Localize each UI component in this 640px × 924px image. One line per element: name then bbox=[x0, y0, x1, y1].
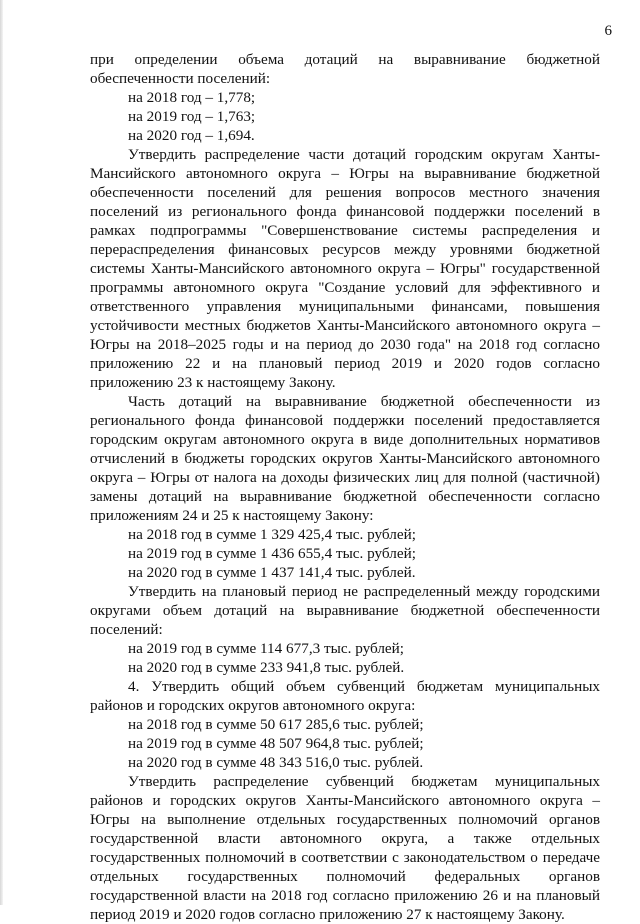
paragraph: Утвердить на плановый период не распределенный между городскими округами объем дотаций на выравнивание бюджетной обеспеченности поселений: bbox=[90, 583, 600, 638]
paragraph: Утвердить распределение части дотаций городским округам Ханты-Мансийского автономного округа – Югры на выравнивание бюджетной обеспеченности поселений для решения вопросов местного значения поселений из регионального фонда финансовой поддержки поселений в рамках подпрограммы "Совершенствование системы распределения и перераспределения финансовых ресурсов между уровнями бюджетной системы Ханты-Мансийского автономного округа – Югры" государственной программы автономного округа "Создание условий для эффективного и ответственного управления муниципальными финансами, повышения устойчивости местных бюджетов Ханты-Мансийского автономного округа – Югры на 2018–2025 годы и на период до 2030 года" на 2018 год согласно приложению 22 и на плановый период 2019 и 2020 годов согласно приложению 23 к настоящему Закону. bbox=[90, 146, 600, 391]
paragraph-continuation: при определении объема дотаций на выравнивание бюджетной обеспеченности поселений: bbox=[90, 51, 600, 87]
list-item: на 2020 год – 1,694. bbox=[128, 127, 255, 144]
paragraph: 4. Утвердить общий объем субвенций бюджетам муниципальных районов и городских округов автономного округа: bbox=[90, 678, 600, 714]
document-body bbox=[90, 50, 600, 924]
list-item: на 2018 год в сумме 50 617 285,6 тыс. рублей; bbox=[128, 716, 424, 733]
list-item: на 2018 год – 1,778; bbox=[128, 89, 256, 106]
list-item: на 2019 год в сумме 114 677,3 тыс. рублей; bbox=[128, 640, 404, 657]
list-item: на 2020 год в сумме 1 437 141,4 тыс. рублей. bbox=[128, 564, 416, 581]
paragraph: Утвердить распределение субвенций бюджетам муниципальных районов и городских округов Ханты-Мансийского автономного округа – Югры на выполнение отдельных государственных полномочий органов государственной власти автономного округа, а также отдельных государственных полномочий в соответствии с законодательством о передаче отдельных государственных полномочий федеральных органов государственной власти на 2018 год согласно приложению 26 и на плановый период 2019 и 2020 годов согласно приложению 27 к настоящему Закону. bbox=[90, 773, 600, 923]
list-item: на 2019 год в сумме 1 436 655,4 тыс. рублей; bbox=[128, 545, 416, 562]
list-item: на 2019 год – 1,763; bbox=[128, 108, 256, 125]
list-item: на 2019 год в сумме 48 507 964,8 тыс. рублей; bbox=[128, 735, 424, 752]
list-item: на 2018 год в сумме 1 329 425,4 тыс. рублей; bbox=[128, 526, 416, 543]
scan-edge bbox=[0, 0, 3, 905]
list-item: на 2020 год в сумме 233 941,8 тыс. рублей. bbox=[128, 659, 405, 676]
page-number: 6 bbox=[604, 23, 612, 39]
list-item: на 2020 год в сумме 48 343 516,0 тыс. рублей. bbox=[128, 754, 424, 771]
paragraph: Часть дотаций на выравнивание бюджетной обеспеченности из регионального фонда финансовой поддержки поселений предоставляется городским округам автономного округа в виде дополнительных нормативов отчислений в бюджеты городских округов Ханты-Мансийского автономного округа – Югры от налога на доходы физических лиц для полной (частичной) замены дотаций на выравнивание бюджетной обеспеченности согласно приложениям 24 и 25 к настоящему Закону: bbox=[90, 393, 600, 524]
